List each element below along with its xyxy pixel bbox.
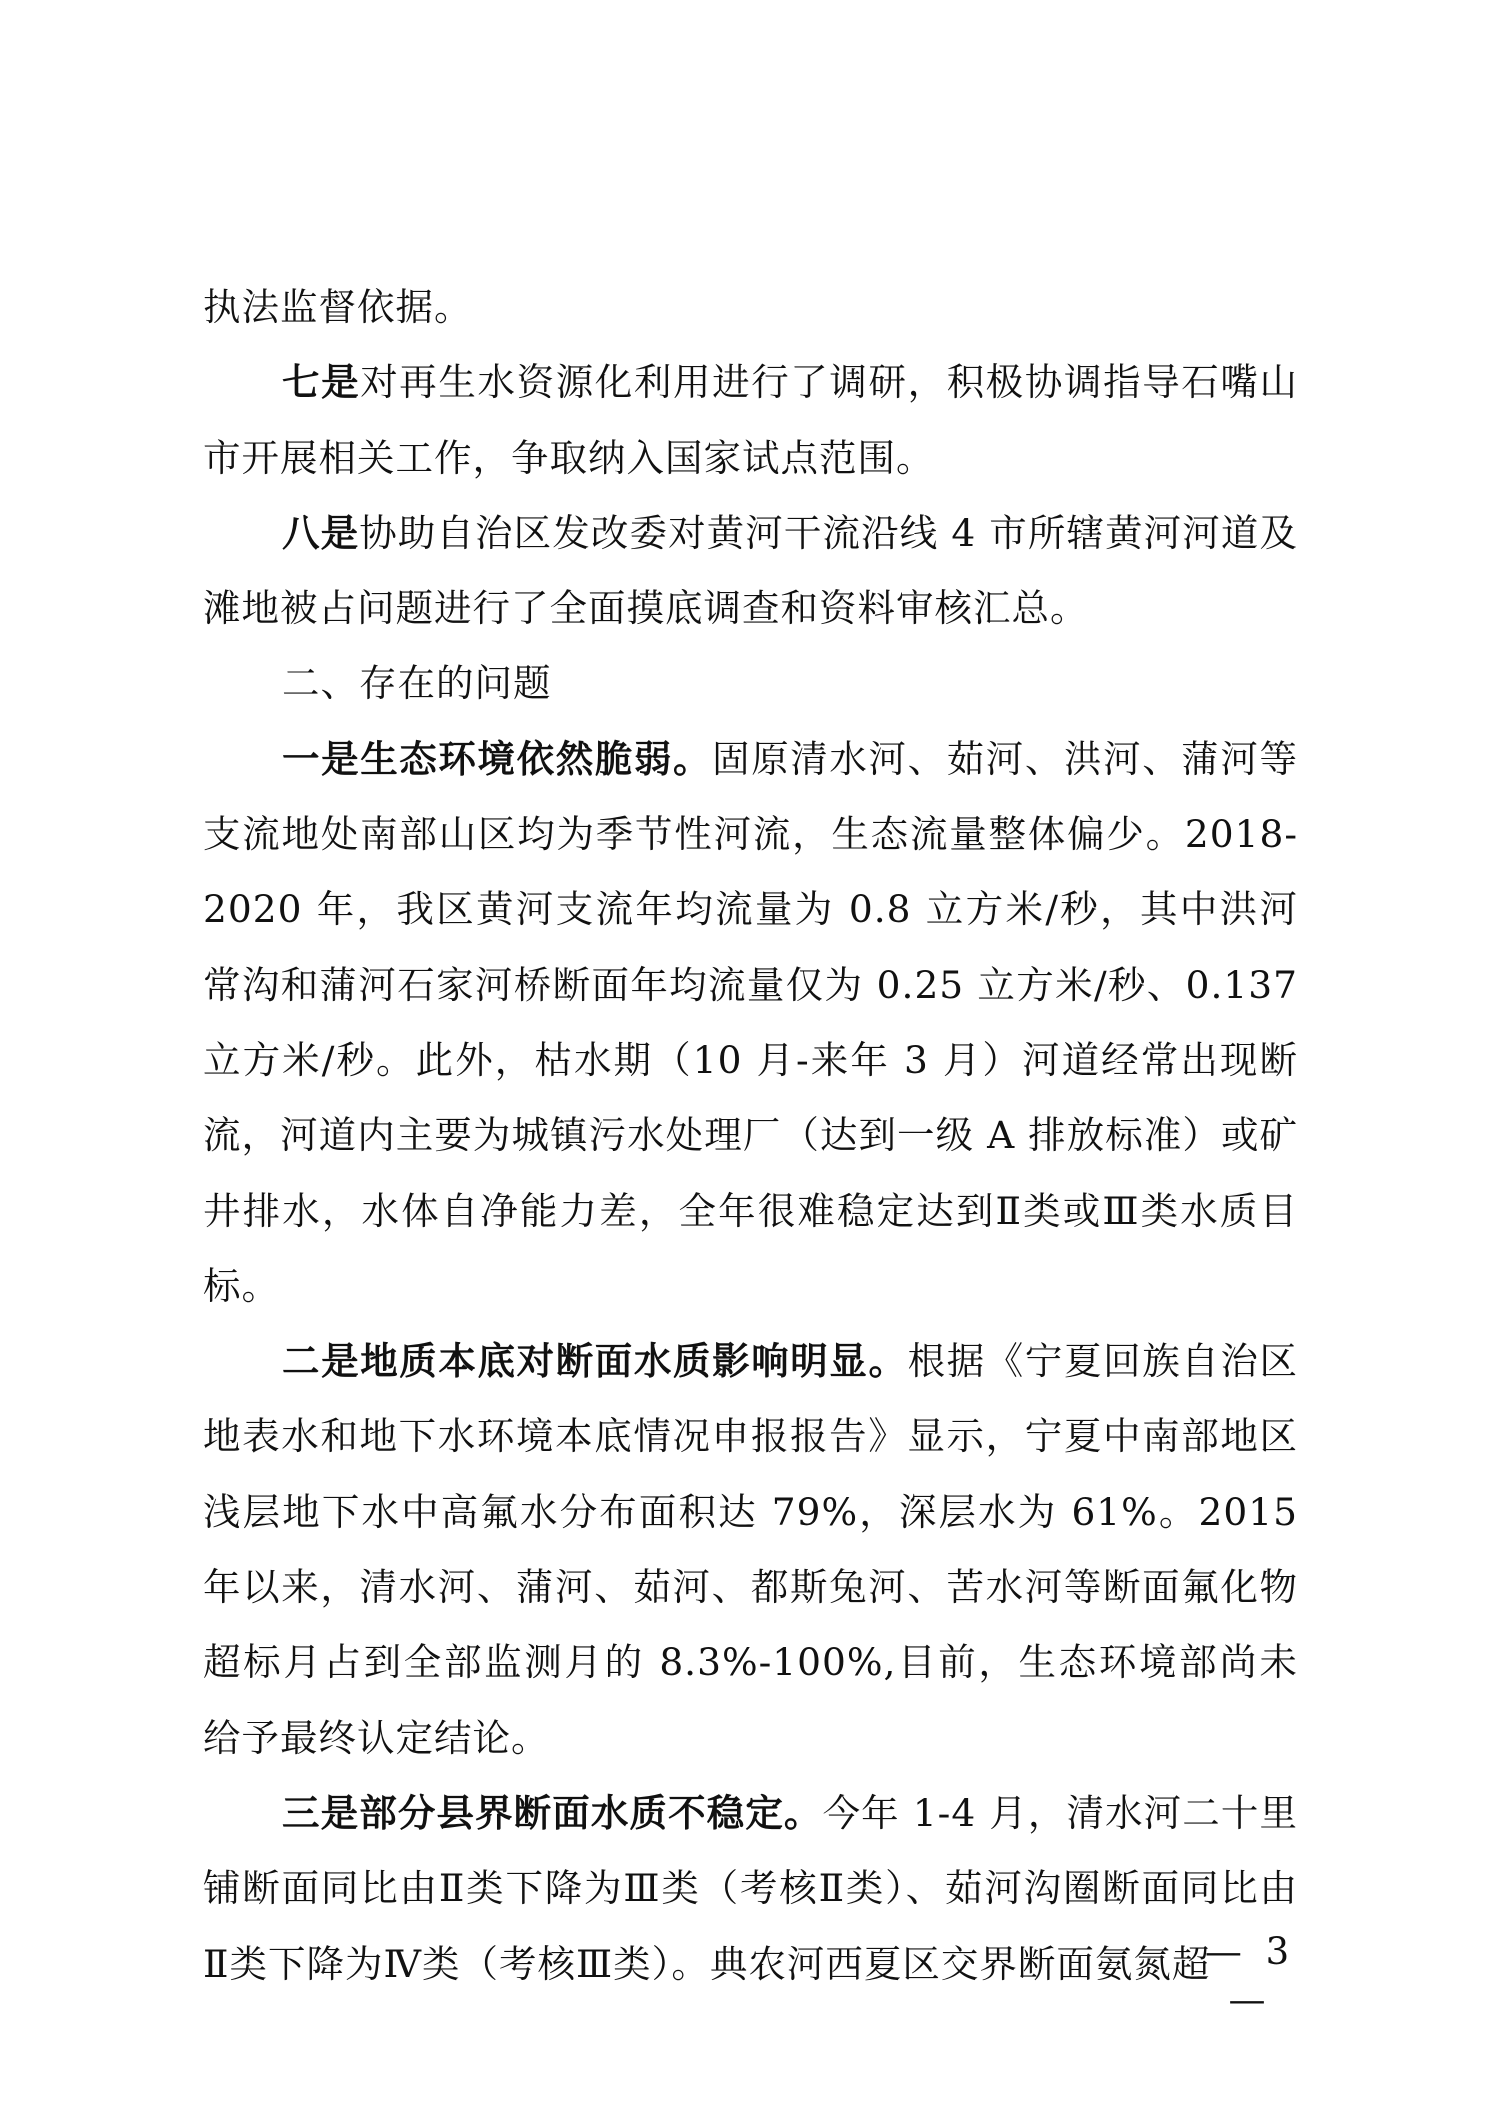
paragraph-2-lead: 七是	[282, 360, 361, 405]
paragraph-1-text: 执法监督依据。	[203, 285, 473, 329]
paragraph-2	[203, 345, 1298, 496]
paragraph-6-text: 根据《宁夏回族自治区地表水和地下水环境本底情况申报报告》显示，宁夏中南部地区浅层地下水中高氟水分布面积达 79%，深层水为 61%。2015 年以来，清水河、蒲河、茹河、都斯兔河、苦水河等断面氟化物超标月占到全部监测月的 8.3%-100%,目前，生态环境部尚未给予最终认定结论。	[203, 1339, 1299, 1760]
paragraph-6	[203, 1324, 1298, 1776]
paragraph-7-lead: 三是部分县界断面水质不稳定。	[282, 1790, 823, 1835]
paragraph-2-text: 对再生水资源化利用进行了调研，积极协调指导石嘴山市开展相关工作，争取纳入国家试点范围。	[203, 360, 1299, 480]
section-heading-text: 二、存在的问题	[282, 661, 552, 706]
paragraph-1	[203, 270, 1298, 345]
paragraph-6-lead: 二是地质本底对断面水质影响明显。	[282, 1339, 908, 1384]
paragraph-3	[203, 496, 1298, 647]
paragraph-5-lead: 一是生态环境依然脆弱。	[282, 736, 713, 781]
paragraph-3-lead: 八是	[282, 510, 360, 555]
paragraph-7	[203, 1776, 1298, 2002]
page-number: — 3 —	[1204, 1930, 1296, 2021]
paragraph-3-text: 协助自治区发改委对黄河干流沿线 4 市所辖黄河河道及滩地被占问题进行了全面摸底调查和资料审核汇总。	[203, 510, 1298, 631]
paragraph-5-text: 固原清水河、茹河、洪河、蒲河等支流地处南部山区均为季节性河流，生态流量整体偏少。2018-2020 年，我区黄河支流年均流量为 0.8 立方米/秒，其中洪河常沟和蒲河石家河桥断面年均流量仅为 0.25 立方米/秒、0.137 立方米/秒。此外，枯水期（10 月-来年 3 月）河道经常出现断流，河道内主要为城镇污水处理厂（达到一级 A 排放标准）或矿井排水，水体自净能力差，全年很难稳定达到Ⅱ类或Ⅲ类水质目标。	[203, 736, 1299, 1308]
paragraph-5	[203, 722, 1298, 1324]
section-heading	[203, 646, 1298, 721]
document-body	[203, 270, 1298, 2002]
paragraph-7-text: 今年 1-4 月，清水河二十里铺断面同比由Ⅱ类下降为Ⅲ类（考核Ⅱ类）、茹河沟圈断面同比由Ⅱ类下降为Ⅳ类（考核Ⅲ类）。典农河西夏区交界断面氨氮超	[203, 1790, 1299, 1986]
